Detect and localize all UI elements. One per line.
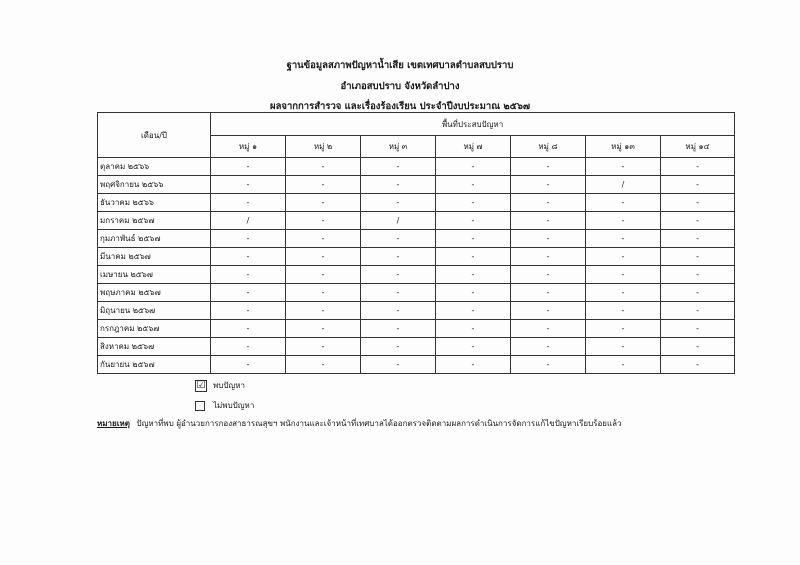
status-cell: - bbox=[361, 338, 436, 356]
status-cell: - bbox=[511, 338, 586, 356]
status-cell: - bbox=[286, 356, 361, 374]
village-header: หมู่ ๘ bbox=[511, 136, 586, 158]
status-cell: - bbox=[511, 194, 586, 212]
status-cell: - bbox=[661, 284, 735, 302]
status-cell: - bbox=[361, 266, 436, 284]
table-row bbox=[98, 248, 735, 266]
month-cell: ธันวาคม ๒๕๖๖ bbox=[98, 194, 211, 212]
village-header: หมู่ ๑ bbox=[211, 136, 286, 158]
status-cell: - bbox=[286, 158, 361, 176]
status-cell: - bbox=[286, 338, 361, 356]
survey-table bbox=[97, 112, 735, 374]
status-cell: - bbox=[511, 248, 586, 266]
table-row bbox=[98, 230, 735, 248]
status-cell: - bbox=[436, 284, 511, 302]
status-cell: - bbox=[586, 320, 661, 338]
remark-text: ปัญหาที่พบ ผู้อำนวยการกองสาธารณสุขฯ พนักงานและเจ้าหน้าที่เทศบาลได้ออกตรวจติดตามผลการดำเนินการจัดการแก้ไขปัญหาเรียบร้อยแล้ว bbox=[136, 419, 622, 428]
status-cell: - bbox=[511, 158, 586, 176]
legend-found-label: พบปัญหา bbox=[213, 381, 246, 390]
status-cell: - bbox=[661, 212, 735, 230]
status-cell: - bbox=[286, 284, 361, 302]
status-cell: - bbox=[661, 230, 735, 248]
status-cell: - bbox=[436, 158, 511, 176]
status-cell: - bbox=[661, 302, 735, 320]
table-row bbox=[98, 284, 735, 302]
status-cell: - bbox=[361, 230, 436, 248]
status-cell: - bbox=[511, 212, 586, 230]
status-cell: - bbox=[361, 320, 436, 338]
status-cell: - bbox=[436, 266, 511, 284]
status-cell: - bbox=[286, 212, 361, 230]
status-cell: - bbox=[211, 158, 286, 176]
status-cell: - bbox=[586, 338, 661, 356]
remark bbox=[97, 417, 622, 430]
table-row bbox=[98, 194, 735, 212]
table-row bbox=[98, 320, 735, 338]
checked-box-icon: ☑ bbox=[196, 379, 206, 391]
status-cell: - bbox=[436, 230, 511, 248]
status-cell: - bbox=[661, 266, 735, 284]
status-cell: - bbox=[361, 194, 436, 212]
status-cell: - bbox=[586, 266, 661, 284]
month-cell: ตุลาคม ๒๕๖๖ bbox=[98, 158, 211, 176]
month-cell: เมษายน ๒๕๖๗ bbox=[98, 266, 211, 284]
month-cell: กรกฎาคม ๒๕๖๗ bbox=[98, 320, 211, 338]
status-cell: / bbox=[586, 176, 661, 194]
status-cell: - bbox=[661, 320, 735, 338]
table-row bbox=[98, 158, 735, 176]
status-cell: - bbox=[661, 158, 735, 176]
status-cell: - bbox=[661, 194, 735, 212]
status-cell: - bbox=[436, 302, 511, 320]
status-cell: - bbox=[586, 212, 661, 230]
legend-not-found bbox=[195, 399, 254, 412]
status-cell: - bbox=[586, 356, 661, 374]
status-cell: - bbox=[586, 302, 661, 320]
table-row bbox=[98, 176, 735, 194]
table-row bbox=[98, 356, 735, 374]
village-header: หมู่ ๑๓ bbox=[586, 136, 661, 158]
month-cell: กุมภาพันธ์ ๒๕๖๗ bbox=[98, 230, 211, 248]
status-cell: - bbox=[211, 356, 286, 374]
status-cell: - bbox=[211, 320, 286, 338]
status-cell: - bbox=[211, 230, 286, 248]
village-header: หมู่ ๓ bbox=[361, 136, 436, 158]
status-cell: - bbox=[661, 248, 735, 266]
status-cell: - bbox=[661, 338, 735, 356]
month-cell: กันยายน ๒๕๖๗ bbox=[98, 356, 211, 374]
status-cell: - bbox=[436, 176, 511, 194]
document-title: ฐานข้อมูลสภาพปัญหาน้ำเสีย เขตเทศบาลตำบลสบปราบ bbox=[286, 60, 514, 71]
status-cell: - bbox=[361, 176, 436, 194]
status-cell: - bbox=[586, 248, 661, 266]
area-column-header: พื้นที่ประสบปัญหา bbox=[211, 113, 735, 136]
status-cell: - bbox=[436, 212, 511, 230]
status-cell: - bbox=[511, 176, 586, 194]
village-header: หมู่ ๑๔ bbox=[661, 136, 735, 158]
status-cell: - bbox=[211, 194, 286, 212]
status-cell: - bbox=[586, 284, 661, 302]
status-cell: - bbox=[286, 230, 361, 248]
month-cell: พฤศจิกายน ๒๕๖๖ bbox=[98, 176, 211, 194]
status-cell: - bbox=[511, 230, 586, 248]
empty-box-icon bbox=[195, 401, 205, 411]
document-subtitle-location: อำเภอสบปราบ จังหวัดลำปาง bbox=[340, 81, 460, 92]
status-cell: - bbox=[286, 194, 361, 212]
table-row bbox=[98, 266, 735, 284]
month-column-header: เดือน/ปี bbox=[98, 113, 211, 158]
remark-label: หมายเหตุ bbox=[97, 419, 130, 428]
status-cell: - bbox=[286, 266, 361, 284]
status-cell: - bbox=[586, 230, 661, 248]
table-row bbox=[98, 212, 735, 230]
status-cell: / bbox=[361, 212, 436, 230]
status-cell: - bbox=[211, 266, 286, 284]
status-cell: - bbox=[361, 356, 436, 374]
status-cell: - bbox=[286, 320, 361, 338]
status-cell: - bbox=[511, 302, 586, 320]
status-cell: - bbox=[586, 194, 661, 212]
status-cell: - bbox=[511, 320, 586, 338]
legend-found bbox=[195, 379, 245, 392]
status-cell: - bbox=[361, 302, 436, 320]
status-cell: - bbox=[361, 158, 436, 176]
status-cell: - bbox=[361, 284, 436, 302]
village-header: หมู่ ๗ bbox=[436, 136, 511, 158]
status-cell: - bbox=[661, 176, 735, 194]
status-cell: - bbox=[211, 302, 286, 320]
month-cell: สิงหาคม ๒๕๖๗ bbox=[98, 338, 211, 356]
status-cell: - bbox=[436, 320, 511, 338]
status-cell: - bbox=[286, 248, 361, 266]
status-cell: - bbox=[511, 266, 586, 284]
table-row bbox=[98, 338, 735, 356]
table-body bbox=[98, 158, 735, 374]
status-cell: - bbox=[436, 338, 511, 356]
status-cell: - bbox=[511, 356, 586, 374]
status-cell: - bbox=[211, 176, 286, 194]
status-cell: - bbox=[211, 284, 286, 302]
month-cell: พฤษภาคม ๒๕๖๗ bbox=[98, 284, 211, 302]
month-cell: มกราคม ๒๕๖๗ bbox=[98, 212, 211, 230]
status-cell: - bbox=[436, 248, 511, 266]
village-header: หมู่ ๒ bbox=[286, 136, 361, 158]
status-cell: - bbox=[661, 356, 735, 374]
status-cell: - bbox=[436, 194, 511, 212]
status-cell: - bbox=[211, 248, 286, 266]
month-cell: มีนาคม ๒๕๖๗ bbox=[98, 248, 211, 266]
status-cell: - bbox=[361, 248, 436, 266]
status-cell: - bbox=[511, 284, 586, 302]
status-cell: - bbox=[211, 338, 286, 356]
document-subtitle-survey: ผลจากการสำรวจ และเรื่องร้องเรียน ประจำปีงบประมาณ ๒๕๖๗ bbox=[270, 101, 530, 112]
status-cell: / bbox=[211, 212, 286, 230]
table-row bbox=[98, 302, 735, 320]
month-cell: มิถุนายน ๒๕๖๗ bbox=[98, 302, 211, 320]
status-cell: - bbox=[286, 176, 361, 194]
legend-not-found-label: ไม่พบปัญหา bbox=[213, 401, 255, 410]
status-cell: - bbox=[586, 158, 661, 176]
status-cell: - bbox=[436, 356, 511, 374]
status-cell: - bbox=[286, 302, 361, 320]
